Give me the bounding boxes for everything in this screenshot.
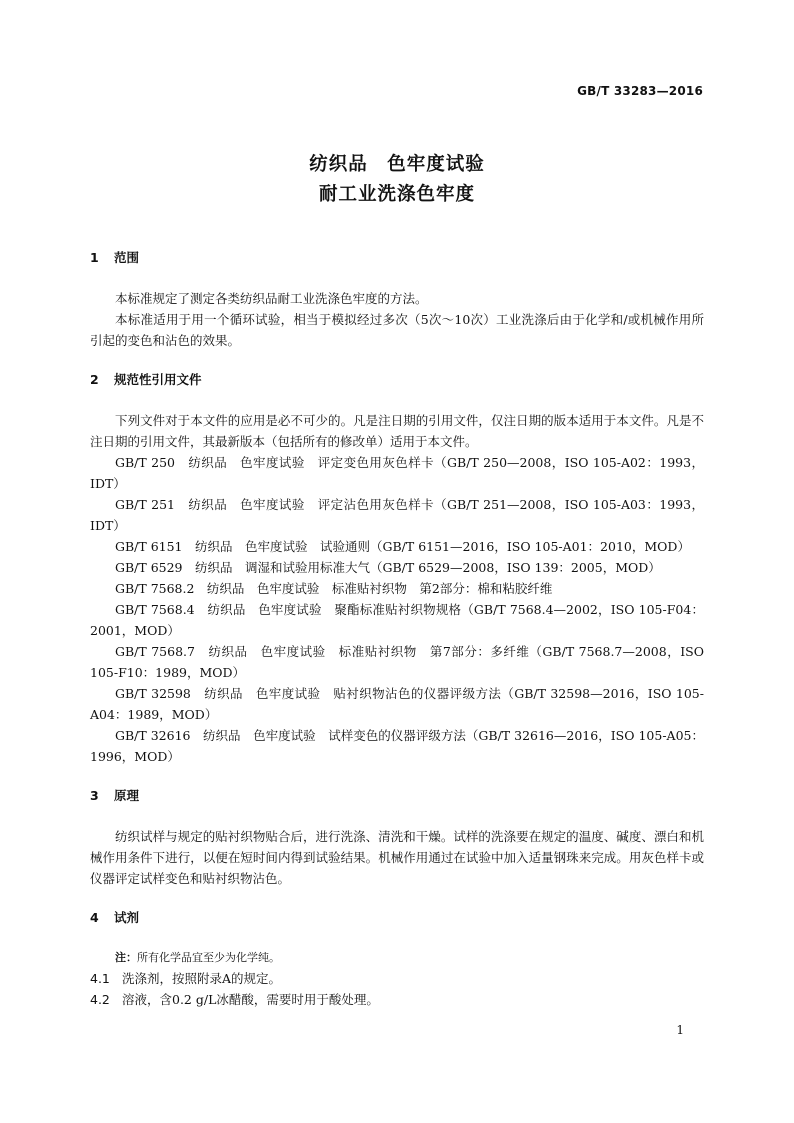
item-number: 4.1 <box>90 971 110 986</box>
note-text: 所有化学品宜至少为化学纯。 <box>137 951 280 964</box>
section-title: 试剂 <box>114 910 140 925</box>
section-heading-reagents <box>90 907 704 928</box>
paragraph: 本标准适用于用一个循环试验，相当于模拟经过多次（5次～10次）工业洗涤后由于化学和/或机械作用所引起的变色和沾色的效果。 <box>90 312 704 348</box>
paragraph: 下列文件对于本文件的应用是必不可少的。凡是注日期的引用文件，仅注日期的版本适用于本文件。凡是不注日期的引用文件，其最新版本（包括所有的修改单）适用于本文件。 <box>90 413 704 449</box>
section-heading-scope <box>90 247 704 268</box>
section-number: 3 <box>90 788 99 803</box>
section-number: 2 <box>90 372 99 387</box>
reference-item: GB/T 6151 纺织品 色牢度试验 试验通则（GB/T 6151—2016，ISO 105-A01：2010，MOD） <box>115 539 690 554</box>
section-number: 4 <box>90 910 99 925</box>
paragraph: 本标准规定了测定各类纺织品耐工业洗涤色牢度的方法。 <box>115 291 428 306</box>
reference-item: GB/T 7568.4 纺织品 色牢度试验 聚酯标准贴衬织物规格（GB/T 7568.4—2002，ISO 105-F04：2001，MOD） <box>90 602 704 638</box>
paragraph: 纺织试样与规定的贴衬织物贴合后，进行洗涤、清洗和干燥。试样的洗涤要在规定的温度、碱度、漂白和机械作用条件下进行，以便在短时间内得到试验结果。机械作用通过在试验中加入适量钢珠来完成。用灰色样卡或仪器评定试样变色和贴衬织物沾色。 <box>90 829 704 886</box>
reference-item: GB/T 251 纺织品 色牢度试验 评定沾色用灰色样卡（GB/T 251—2008，ISO 105-A03：1993，IDT） <box>90 497 704 533</box>
item-text: 洗涤剂，按照附录A的规定。 <box>122 971 282 986</box>
section-number: 1 <box>90 250 99 265</box>
document-title-line1: 纺织品 色牢度试验 <box>309 154 485 175</box>
reference-item: GB/T 32598 纺织品 色牢度试验 贴衬织物沾色的仪器评级方法（GB/T 32598—2016，ISO 105-A04：1989，MOD） <box>90 686 704 722</box>
document-body <box>90 247 704 1010</box>
reference-item: GB/T 250 纺织品 色牢度试验 评定变色用灰色样卡（GB/T 250—2008，ISO 105-A02：1993，IDT） <box>90 455 704 491</box>
reference-item: GB/T 7568.7 纺织品 色牢度试验 标准贴衬织物 第7部分：多纤维（GB/T 7568.7—2008，ISO 105-F10：1989，MOD） <box>90 644 704 680</box>
reference-item: GB/T 32616 纺织品 色牢度试验 试样变色的仪器评级方法（GB/T 32616—2016，ISO 105-A05：1996，MOD） <box>90 728 704 764</box>
numbered-item <box>90 989 704 1010</box>
document-title-line2: 耐工业洗涤色牢度 <box>318 184 475 205</box>
page-number: 1 <box>676 1023 684 1037</box>
item-text: 溶液，含0.2 g/L冰醋酸，需要时用于酸处理。 <box>122 992 379 1007</box>
note <box>90 948 704 968</box>
section-title: 规范性引用文件 <box>114 372 202 387</box>
reference-item: GB/T 6529 纺织品 调湿和试验用标准大气（GB/T 6529—2008，ISO 139：2005，MOD） <box>115 560 661 575</box>
standard-number: GB/T 33283—2016 <box>577 84 703 98</box>
numbered-item <box>90 968 704 989</box>
section-heading-normative-references <box>90 369 704 390</box>
section-title: 范围 <box>114 250 140 265</box>
reference-item: GB/T 7568.2 纺织品 色牢度试验 标准贴衬织物 第2部分：棉和粘胶纤维 <box>115 581 553 596</box>
note-label: 注： <box>115 951 137 964</box>
item-number: 4.2 <box>90 992 110 1007</box>
section-title: 原理 <box>114 788 140 803</box>
section-heading-principle <box>90 785 704 806</box>
